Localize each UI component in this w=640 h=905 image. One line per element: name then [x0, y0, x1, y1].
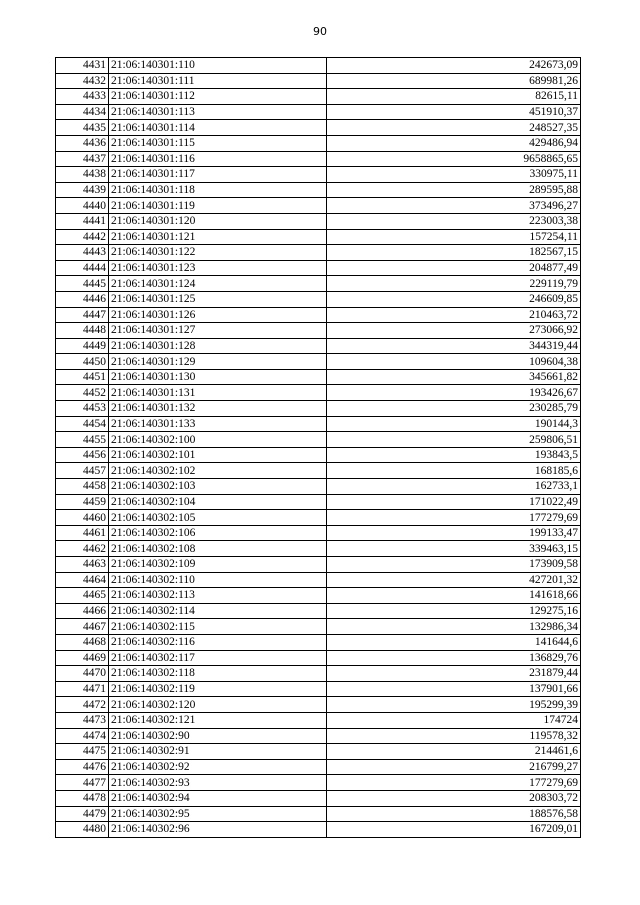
table-row	[56, 385, 581, 401]
table-row	[56, 572, 581, 588]
page-number: 90	[313, 25, 327, 38]
row-number: 4470	[56, 666, 109, 682]
table-row	[56, 213, 581, 229]
cadastral-value: 273066,92	[327, 323, 581, 339]
table-row	[56, 229, 581, 245]
cadastral-value: 137901,66	[327, 681, 581, 697]
cadastral-value: 162733,1	[327, 479, 581, 495]
cadastral-number: 21:06:140302:113	[109, 588, 327, 604]
table-row	[56, 260, 581, 276]
cadastral-value: 242673,09	[327, 58, 581, 74]
table-row	[56, 728, 581, 744]
cadastral-value: 230285,79	[327, 401, 581, 417]
table-row	[56, 619, 581, 635]
cadastral-value: 171022,49	[327, 494, 581, 510]
table-row	[56, 323, 581, 339]
table-row	[56, 416, 581, 432]
row-number: 4467	[56, 619, 109, 635]
row-number: 4452	[56, 385, 109, 401]
row-number: 4448	[56, 323, 109, 339]
row-number: 4433	[56, 89, 109, 105]
cadastral-number: 21:06:140301:116	[109, 151, 327, 167]
row-number: 4438	[56, 167, 109, 183]
cadastral-number: 21:06:140302:108	[109, 541, 327, 557]
cadastral-value: 208303,72	[327, 790, 581, 806]
row-number: 4447	[56, 307, 109, 323]
row-number: 4440	[56, 198, 109, 214]
cadastral-value: 129275,16	[327, 603, 581, 619]
cadastral-value: 195299,39	[327, 697, 581, 713]
table-row	[56, 58, 581, 74]
table-row	[56, 135, 581, 151]
cadastral-value: 210463,72	[327, 307, 581, 323]
table-row	[56, 775, 581, 791]
cadastral-number: 21:06:140301:126	[109, 307, 327, 323]
cadastral-number: 21:06:140302:90	[109, 728, 327, 744]
row-number: 4463	[56, 557, 109, 573]
row-number: 4474	[56, 728, 109, 744]
cadastral-number: 21:06:140302:109	[109, 557, 327, 573]
table-row	[56, 432, 581, 448]
cadastral-value: 429486,94	[327, 135, 581, 151]
table-body	[56, 58, 581, 838]
row-number: 4454	[56, 416, 109, 432]
cadastral-number: 21:06:140301:130	[109, 369, 327, 385]
table-row	[56, 276, 581, 292]
cadastral-number: 21:06:140302:110	[109, 572, 327, 588]
cadastral-table	[55, 57, 581, 838]
table-row	[56, 463, 581, 479]
row-number: 4461	[56, 525, 109, 541]
cadastral-value: 193843,5	[327, 447, 581, 463]
cadastral-number: 21:06:140301:127	[109, 323, 327, 339]
row-number: 4460	[56, 510, 109, 526]
cadastral-number: 21:06:140301:114	[109, 120, 327, 136]
table-row	[56, 525, 581, 541]
table-row	[56, 790, 581, 806]
cadastral-value: 216799,27	[327, 759, 581, 775]
table-row	[56, 120, 581, 136]
table-row	[56, 167, 581, 183]
table-row	[56, 354, 581, 370]
row-number: 4450	[56, 354, 109, 370]
cadastral-number: 21:06:140301:132	[109, 401, 327, 417]
table-row	[56, 245, 581, 261]
table-row	[56, 447, 581, 463]
row-number: 4465	[56, 588, 109, 604]
row-number: 4459	[56, 494, 109, 510]
cadastral-value: 168185,6	[327, 463, 581, 479]
cadastral-number: 21:06:140301:112	[109, 89, 327, 105]
row-number: 4442	[56, 229, 109, 245]
table-row	[56, 291, 581, 307]
cadastral-number: 21:06:140302:114	[109, 603, 327, 619]
row-number: 4478	[56, 790, 109, 806]
table-row	[56, 307, 581, 323]
row-number: 4455	[56, 432, 109, 448]
table-row	[56, 697, 581, 713]
table-row	[56, 198, 581, 214]
cadastral-number: 21:06:140301:115	[109, 135, 327, 151]
cadastral-value: 182567,15	[327, 245, 581, 261]
cadastral-number: 21:06:140302:121	[109, 712, 327, 728]
cadastral-number: 21:06:140302:92	[109, 759, 327, 775]
cadastral-value: 173909,58	[327, 557, 581, 573]
cadastral-value: 157254,11	[327, 229, 581, 245]
row-number: 4444	[56, 260, 109, 276]
table-row	[56, 401, 581, 417]
cadastral-number: 21:06:140301:110	[109, 58, 327, 74]
cadastral-number: 21:06:140302:106	[109, 525, 327, 541]
cadastral-value: 141618,66	[327, 588, 581, 604]
table-row	[56, 151, 581, 167]
cadastral-value: 193426,67	[327, 385, 581, 401]
table-row	[56, 89, 581, 105]
row-number: 4434	[56, 104, 109, 120]
cadastral-number: 21:06:140301:123	[109, 260, 327, 276]
row-number: 4479	[56, 806, 109, 822]
row-number: 4457	[56, 463, 109, 479]
table-row	[56, 494, 581, 510]
cadastral-value: 451910,37	[327, 104, 581, 120]
table-row	[56, 634, 581, 650]
cadastral-value: 136829,76	[327, 650, 581, 666]
table-row	[56, 712, 581, 728]
cadastral-number: 21:06:140302:95	[109, 806, 327, 822]
row-number: 4476	[56, 759, 109, 775]
cadastral-number: 21:06:140302:101	[109, 447, 327, 463]
cadastral-value: 373496,27	[327, 198, 581, 214]
cadastral-number: 21:06:140301:111	[109, 73, 327, 89]
table-row	[56, 73, 581, 89]
row-number: 4469	[56, 650, 109, 666]
cadastral-value: 82615,11	[327, 89, 581, 105]
cadastral-value: 174724	[327, 712, 581, 728]
cadastral-value: 119578,32	[327, 728, 581, 744]
row-number: 4462	[56, 541, 109, 557]
cadastral-number: 21:06:140301:129	[109, 354, 327, 370]
cadastral-number: 21:06:140302:93	[109, 775, 327, 791]
row-number: 4435	[56, 120, 109, 136]
cadastral-number: 21:06:140302:116	[109, 634, 327, 650]
table-row	[56, 822, 581, 838]
cadastral-number: 21:06:140302:105	[109, 510, 327, 526]
cadastral-value: 223003,38	[327, 213, 581, 229]
cadastral-number: 21:06:140302:91	[109, 744, 327, 760]
table-row	[56, 104, 581, 120]
row-number: 4464	[56, 572, 109, 588]
row-number: 4475	[56, 744, 109, 760]
cadastral-value: 246609,85	[327, 291, 581, 307]
cadastral-number: 21:06:140301:113	[109, 104, 327, 120]
cadastral-value: 344319,44	[327, 338, 581, 354]
cadastral-number: 21:06:140302:102	[109, 463, 327, 479]
row-number: 4473	[56, 712, 109, 728]
table-row	[56, 369, 581, 385]
cadastral-value: 339463,15	[327, 541, 581, 557]
row-number: 4449	[56, 338, 109, 354]
row-number: 4471	[56, 681, 109, 697]
cadastral-value: 345661,82	[327, 369, 581, 385]
row-number: 4451	[56, 369, 109, 385]
cadastral-value: 231879,44	[327, 666, 581, 682]
row-number: 4446	[56, 291, 109, 307]
row-number: 4472	[56, 697, 109, 713]
cadastral-number: 21:06:140302:118	[109, 666, 327, 682]
cadastral-number: 21:06:140302:96	[109, 822, 327, 838]
table-row	[56, 479, 581, 495]
cadastral-number: 21:06:140301:120	[109, 213, 327, 229]
cadastral-value: 141644,6	[327, 634, 581, 650]
cadastral-number: 21:06:140301:119	[109, 198, 327, 214]
cadastral-number: 21:06:140302:117	[109, 650, 327, 666]
row-number: 4436	[56, 135, 109, 151]
table-row	[56, 650, 581, 666]
table-row	[56, 510, 581, 526]
row-number: 4480	[56, 822, 109, 838]
table-row	[56, 806, 581, 822]
table-row	[56, 759, 581, 775]
table-row	[56, 541, 581, 557]
cadastral-value: 259806,51	[327, 432, 581, 448]
cadastral-value: 229119,79	[327, 276, 581, 292]
cadastral-value: 177279,69	[327, 775, 581, 791]
row-number: 4456	[56, 447, 109, 463]
cadastral-value: 330975,11	[327, 167, 581, 183]
table-row	[56, 681, 581, 697]
cadastral-number: 21:06:140301:118	[109, 182, 327, 198]
cadastral-number: 21:06:140301:122	[109, 245, 327, 261]
row-number: 4458	[56, 479, 109, 495]
cadastral-value: 689981,26	[327, 73, 581, 89]
row-number: 4477	[56, 775, 109, 791]
cadastral-value: 204877,49	[327, 260, 581, 276]
cadastral-number: 21:06:140301:117	[109, 167, 327, 183]
row-number: 4432	[56, 73, 109, 89]
table-row	[56, 666, 581, 682]
cadastral-value: 188576,58	[327, 806, 581, 822]
cadastral-value: 190144,3	[327, 416, 581, 432]
cadastral-value: 132986,34	[327, 619, 581, 635]
row-number: 4445	[56, 276, 109, 292]
cadastral-value: 248527,35	[327, 120, 581, 136]
cadastral-number: 21:06:140302:119	[109, 681, 327, 697]
cadastral-number: 21:06:140301:131	[109, 385, 327, 401]
row-number: 4439	[56, 182, 109, 198]
cadastral-value: 199133,47	[327, 525, 581, 541]
cadastral-value: 427201,32	[327, 572, 581, 588]
cadastral-value: 9658865,65	[327, 151, 581, 167]
cadastral-number: 21:06:140301:124	[109, 276, 327, 292]
table-row	[56, 338, 581, 354]
cadastral-number: 21:06:140301:133	[109, 416, 327, 432]
row-number: 4431	[56, 58, 109, 74]
cadastral-value: 177279,69	[327, 510, 581, 526]
table-row	[56, 603, 581, 619]
table-row	[56, 588, 581, 604]
cadastral-number: 21:06:140302:94	[109, 790, 327, 806]
cadastral-number: 21:06:140302:103	[109, 479, 327, 495]
table-row	[56, 744, 581, 760]
row-number: 4441	[56, 213, 109, 229]
cadastral-value: 214461,6	[327, 744, 581, 760]
cadastral-number: 21:06:140302:104	[109, 494, 327, 510]
row-number: 4437	[56, 151, 109, 167]
cadastral-number: 21:06:140301:128	[109, 338, 327, 354]
cadastral-number: 21:06:140301:121	[109, 229, 327, 245]
cadastral-number: 21:06:140302:120	[109, 697, 327, 713]
cadastral-number: 21:06:140302:100	[109, 432, 327, 448]
row-number: 4453	[56, 401, 109, 417]
row-number: 4466	[56, 603, 109, 619]
row-number: 4468	[56, 634, 109, 650]
table-row	[56, 557, 581, 573]
table-row	[56, 182, 581, 198]
row-number: 4443	[56, 245, 109, 261]
cadastral-number: 21:06:140302:115	[109, 619, 327, 635]
cadastral-value: 167209,01	[327, 822, 581, 838]
cadastral-number: 21:06:140301:125	[109, 291, 327, 307]
cadastral-value: 289595,88	[327, 182, 581, 198]
cadastral-value: 109604,38	[327, 354, 581, 370]
